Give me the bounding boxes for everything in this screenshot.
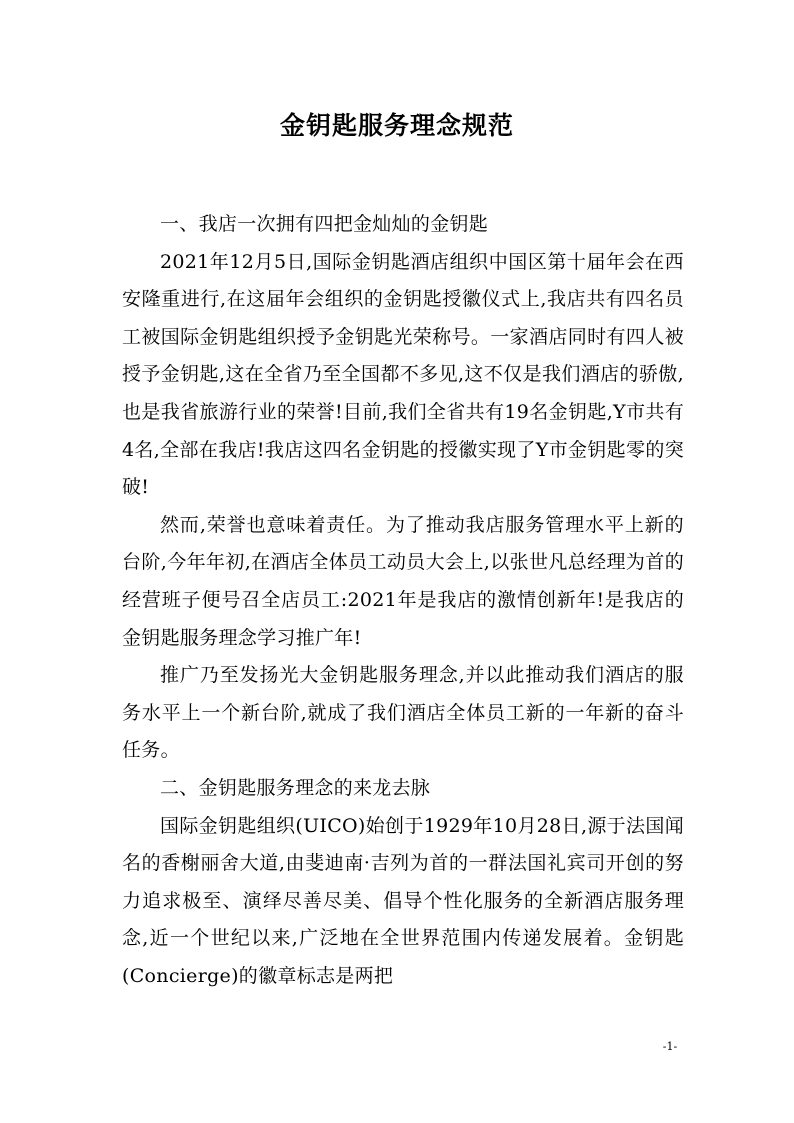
section-heading-1: 一、我店一次拥有四把金灿灿的金钥匙 <box>160 213 489 235</box>
page-number: -1- <box>662 1040 678 1053</box>
paragraph: 推广乃至发扬光大金钥匙服务理念,并以此推动我们酒店的服务水平上一个新台阶,就成了我们酒店全体员工新的一年新的奋斗任务。 <box>122 664 684 762</box>
document-body <box>122 206 684 995</box>
document-title: 金钥匙服务理念规范 <box>279 111 514 140</box>
paragraph: 国际金钥匙组织(UICO)始创于1929年10月28日,源于法国闻名的香榭丽舍大道,由斐迪南·吉列为首的一群法国礼宾司开创的努力追求极至、演绎尽善尽美、倡导个性化服务的全新酒店服务理念,近一个世纪以来,广泛地在全世界范围内传递发展着。金钥匙(Concierge)的徽章标志是两把 <box>122 814 684 987</box>
section-heading-2: 二、金钥匙服务理念的来龙去脉 <box>160 776 431 799</box>
paragraph: 然而,荣誉也意味着责任。为了推动我店服务管理水平上新的台阶,今年年初,在酒店全体员工动员大会上,以张世凡总经理为首的经营班子便号召全店员工:2021年是我店的激情创新年!是我店的金钥匙服务理念学习推广年! <box>122 513 684 649</box>
paragraph: 2021年12月5日,国际金钥匙酒店组织中国区第十届年会在西安隆重进行,在这届年会组织的金钥匙授徽仪式上,我店共有四名员工被国际金钥匙组织授予金钥匙光荣称号。一家酒店同时有四人被授予金钥匙,这在全省乃至全国都不多见,这不仅是我们酒店的骄傲,也是我省旅游行业的荣誉!目前,我们全省共有19名金钥匙,Y市共有4名,全部在我店!我店这四名金钥匙的授徽实现了Y市金钥匙零的突破! <box>122 250 684 499</box>
